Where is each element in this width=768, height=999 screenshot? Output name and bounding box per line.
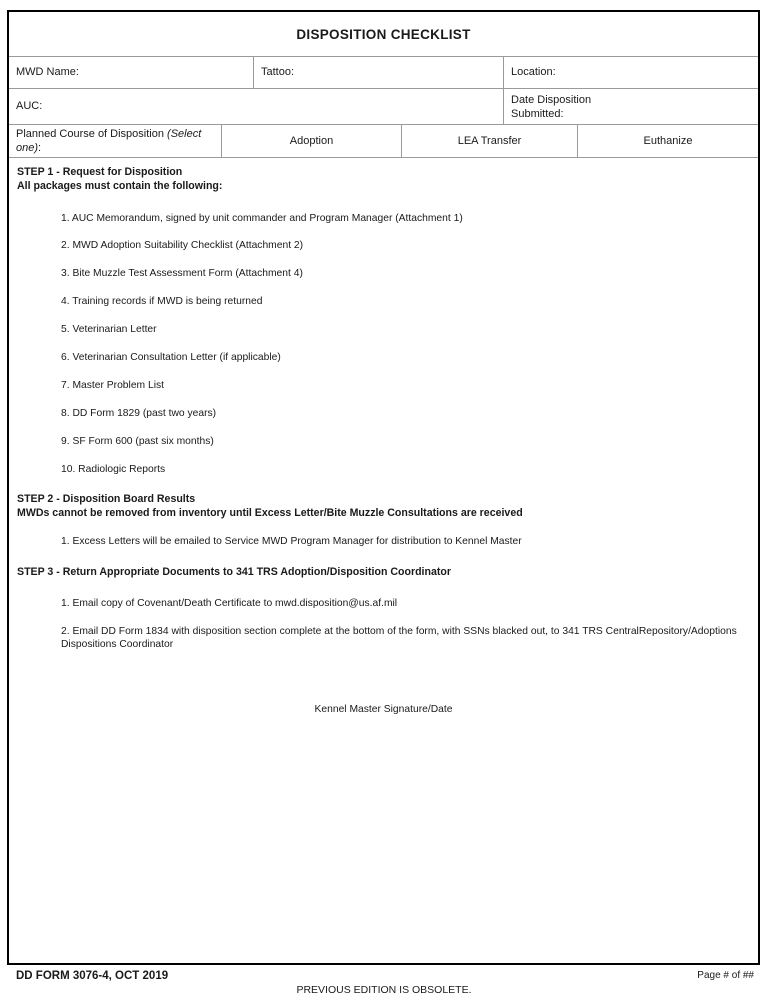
mwd-name-label: MWD Name: <box>16 66 79 79</box>
list-item: 1. Excess Letters will be emailed to Service MWD Program Manager for distribution to Kennel Master <box>61 535 522 547</box>
identity-row-1 <box>9 57 758 89</box>
step-1-title: STEP 1 - Request for Disposition <box>17 166 183 178</box>
identity-row-2 <box>9 89 758 125</box>
list-item: 5. Veterinarian Letter <box>61 324 157 336</box>
form-number: DD FORM 3076-4, OCT 2019 <box>16 970 169 982</box>
list-item: 10. Radiologic Reports <box>61 463 166 475</box>
location-field[interactable] <box>504 57 758 88</box>
date-disposition-label: Date Disposition Submitted: <box>511 94 592 121</box>
step-1-subtitle: All packages must contain the following: <box>17 179 223 192</box>
mwd-name-field[interactable] <box>9 57 254 88</box>
course-option-adoption-label: Adoption <box>289 134 334 147</box>
list-item: 3. Bite Muzzle Test Assessment Form (Attachment 4) <box>61 268 303 280</box>
kennel-master-signature-line[interactable] <box>9 704 758 715</box>
date-disposition-field[interactable] <box>504 89 758 124</box>
step-3-heading <box>9 549 758 580</box>
course-option-euthanize[interactable] <box>578 125 758 157</box>
list-item: 1. AUC Memorandum, signed by unit commander and Program Manager (Attachment 1) <box>61 212 463 224</box>
course-option-lea-transfer-label: LEA Transfer <box>457 134 522 147</box>
list-item: 6. Veterinarian Consultation Letter (if applicable) <box>61 351 281 363</box>
page-number: Page # of ## <box>697 970 754 981</box>
course-label-text: Planned Course of Disposition <box>16 127 168 140</box>
list-item: 2. MWD Adoption Suitability Checklist (Attachment 2) <box>61 240 304 252</box>
course-of-disposition-row <box>9 125 758 158</box>
previous-edition-notice: PREVIOUS EDITION IS OBSOLETE. <box>296 984 472 996</box>
course-option-lea-transfer[interactable] <box>402 125 578 157</box>
step-2-subtitle: MWDs cannot be removed from inventory until Excess Letter/Bite Muzzle Consultations are received <box>17 507 523 520</box>
step-2-title: STEP 2 - Disposition Board Results <box>17 493 196 506</box>
form-frame <box>7 10 760 965</box>
checklist-body <box>9 158 758 715</box>
kennel-master-signature-label: Kennel Master Signature/Date <box>314 704 453 716</box>
auc-label: AUC: <box>16 100 43 113</box>
list-item: 1. Email copy of Covenant/Death Certificate to mwd.disposition@us.af.mil <box>61 597 398 609</box>
course-option-adoption[interactable] <box>222 125 402 157</box>
step-1-items <box>9 212 758 477</box>
list-item: 2. Email DD Form 1834 with disposition section complete at the bottom of the form, with SSNs blacked out, to 341 TRS CentralRepository/Adoptions Dispositions Coordinator <box>61 625 737 651</box>
step-3-title: STEP 3 - Return Appropriate Documents to 341 TRS Adoption/Disposition Coordinator <box>17 565 451 578</box>
location-label: Location: <box>511 66 556 79</box>
title-row <box>9 12 758 57</box>
list-item: 9. SF Form 600 (past six months) <box>61 435 214 447</box>
list-item: 7. Master Problem List <box>61 379 165 391</box>
course-label-suffix: : <box>38 142 42 154</box>
course-of-disposition-label <box>9 125 222 157</box>
step-2-heading <box>9 476 758 521</box>
course-label-italic: (Select one) <box>16 127 202 154</box>
tattoo-field[interactable] <box>254 57 504 88</box>
list-item: 8. DD Form 1829 (past two years) <box>61 407 217 419</box>
page-footer <box>0 967 768 999</box>
list-item: 4. Training records if MWD is being returned <box>61 296 263 308</box>
step-3-items <box>9 597 758 653</box>
auc-field[interactable] <box>9 89 504 124</box>
tattoo-label: Tattoo: <box>261 66 295 79</box>
course-option-euthanize-label: Euthanize <box>643 134 693 147</box>
step-1-heading <box>9 163 758 194</box>
step-2-items <box>9 535 758 549</box>
page-title: DISPOSITION CHECKLIST <box>296 26 471 42</box>
